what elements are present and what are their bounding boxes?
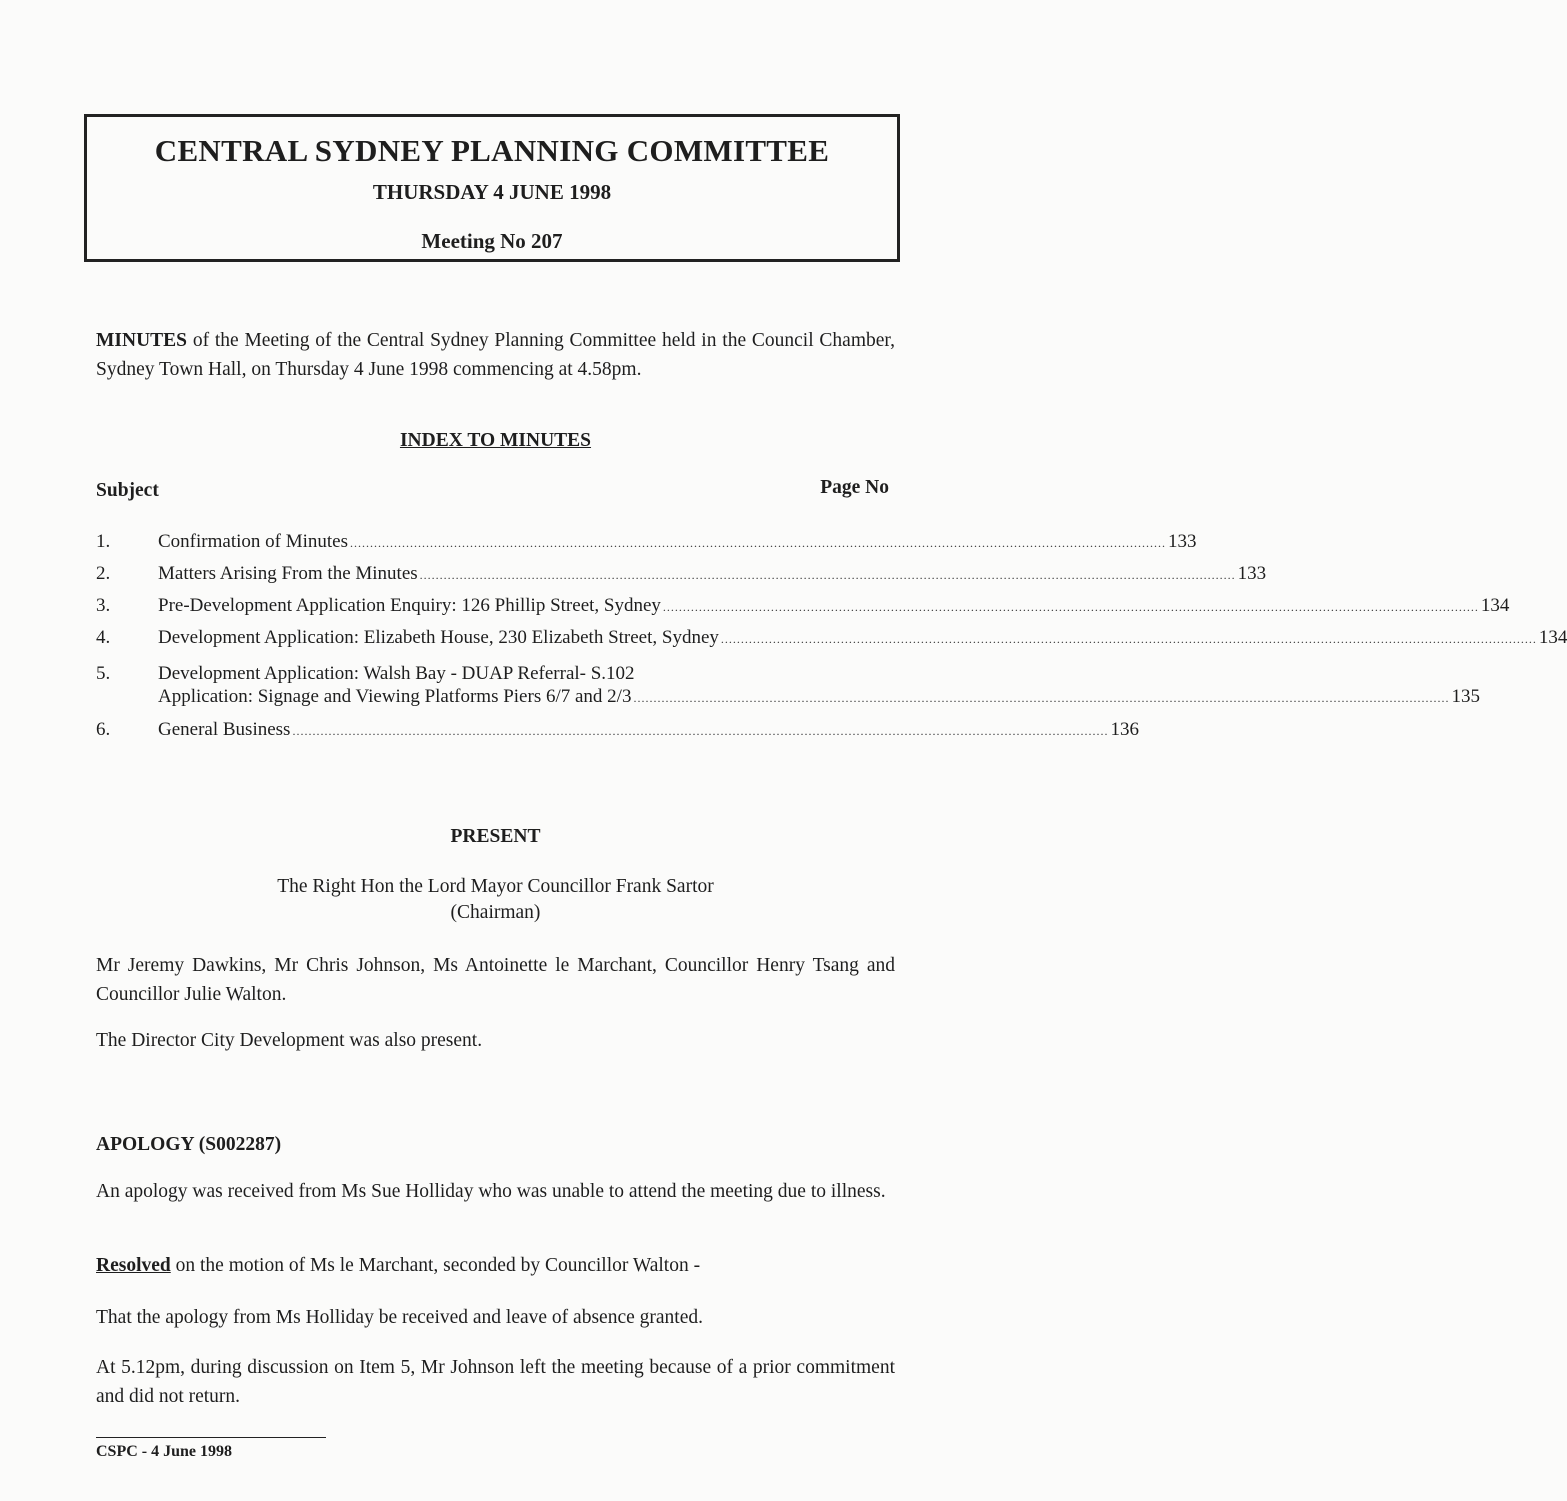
dot-leader: ............................................................................................................................................................................................................ [633,691,1450,705]
index-item-text: Development Application: Walsh Bay - DUAP Referral- S.102 [158,663,635,684]
dot-leader: ............................................................................................................................................................................................................ [419,568,1236,582]
index-item-text: Development Application: Elizabeth House, 230 Elizabeth Street, Sydney [158,627,719,648]
members-paragraph: Mr Jeremy Dawkins, Mr Chris Johnson, Ms Antoinette le Marchant, Councillor Henry Tsang and Councillor Julie Walton. [96,955,895,1005]
dot-leader: ............................................................................................................................................................................................................ [349,536,1166,550]
index-item-number: 6. [96,719,111,740]
title-box [84,114,900,262]
resolved-paragraph [96,1251,895,1280]
committee-title: CENTRAL SYDNEY PLANNING COMMITTEE [154,133,830,168]
dot-leader: ............................................................................................................................................................................................................ [662,600,1479,614]
dot-leader: ............................................................................................................................................................................................................ [292,724,1109,738]
index-title: INDEX TO MINUTES [399,430,592,451]
index-item [96,660,1480,712]
index-item-page: 136 [1110,719,1139,740]
index-item [96,624,1567,652]
index-item-page: 135 [1451,686,1480,707]
index-item-number: 5. [96,663,111,684]
present-heading: PRESENT [450,826,541,847]
meeting-number: Meeting No 207 [421,229,563,253]
footer-rule [96,1437,326,1438]
index-item-page: 133 [1237,563,1267,584]
index-item-number: 2. [96,563,111,584]
index-item-page: 133 [1167,531,1197,552]
index-item-number: 4. [96,627,111,648]
index-item-number: 1. [96,531,111,552]
intro-text: of the Meeting of the Central Sydney Planning Committee held in the Council Chamber, Sydney Town Hall, on Thursday 4 June 1998 commencing at 4.58pm. [96,330,895,380]
intro-paragraph [96,326,895,384]
index-item-page: 134 [1480,595,1510,616]
dot-leader: ............................................................................................................................................................................................................ [720,632,1537,646]
chairman-name: The Right Hon the Lord Mayor Councillor Frank Sartor [277,876,714,897]
resolved-text: on the motion of Ms le Marchant, seconded by Councillor Walton - [170,1255,701,1276]
footer-text: CSPC - 4 June 1998 [96,1443,233,1460]
index-item-text: Pre-Development Application Enquiry: 126 Phillip Street, Sydney [158,595,661,616]
index-item [96,592,1510,620]
page-column-label: Page No [820,477,889,498]
apology-heading: APOLOGY (S002287) [96,1134,282,1155]
meeting-date: THURSDAY 4 JUNE 1998 [372,180,612,204]
subject-column-label: Subject [96,480,159,501]
departure-note: At 5.12pm, during discussion on Item 5, Mr Johnson left the meeting because of a prior commitment and did not return. [96,1357,895,1407]
index-item-text: Confirmation of Minutes [158,531,348,552]
apology-paragraph: An apology was received from Ms Sue Holliday who was unable to attend the meeting due to illness. [96,1181,886,1202]
resolution-paragraph: That the apology from Ms Holliday be received and leave of absence granted. [96,1307,703,1328]
index-item-text: General Business [158,719,291,740]
index-item-page: 134 [1538,627,1567,648]
chairman-role: (Chairman) [450,902,541,923]
index-item [96,560,1267,588]
index-item-number: 3. [96,595,111,616]
index-item [96,716,1139,744]
index-item [96,528,1197,556]
index-item-text-continued: Application: Signage and Viewing Platforms Piers 6/7 and 2/3 [158,686,632,707]
also-present-paragraph: The Director City Development was also present. [96,1030,483,1051]
resolved-label: Resolved [96,1255,171,1276]
minutes-lead: MINUTES [96,330,188,351]
index-item-text: Matters Arising From the Minutes [158,563,418,584]
